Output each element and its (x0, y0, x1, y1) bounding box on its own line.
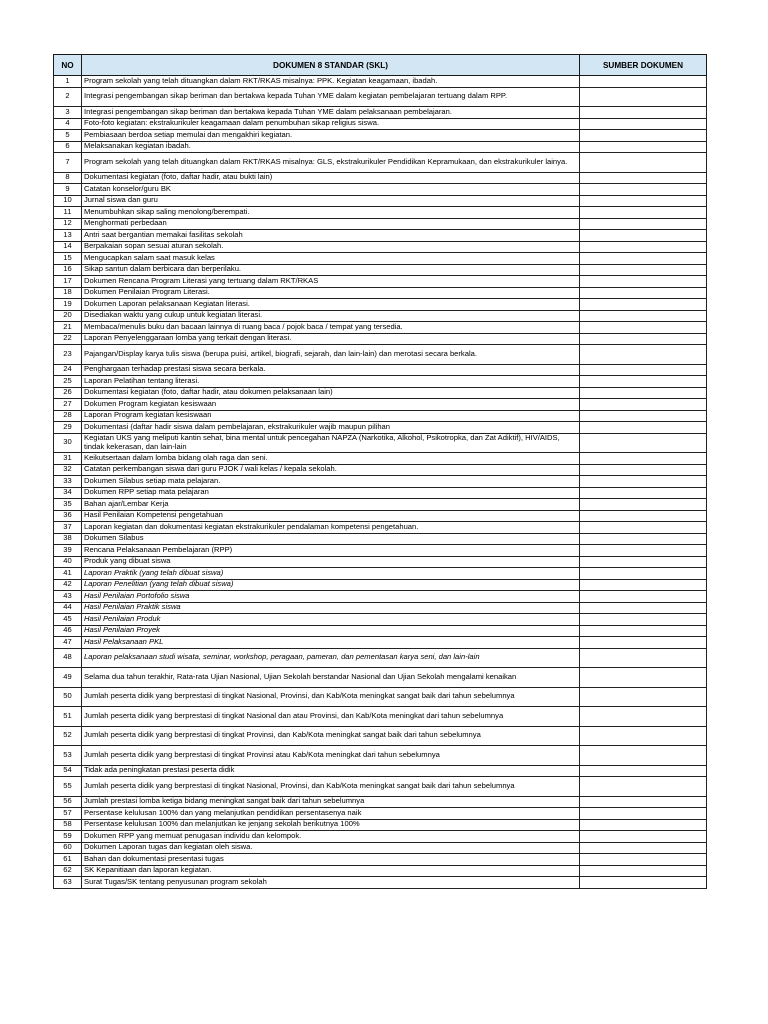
document-description: Hasil Penilaian Portofolio siswa (82, 591, 580, 603)
source-document-cell (580, 253, 707, 265)
source-document-cell (580, 76, 707, 88)
table-row (54, 865, 707, 877)
source-document-cell (580, 141, 707, 153)
row-number: 47 (54, 637, 82, 649)
document-description: Dokumen Rencana Program Literasi yang tertuang dalam RKT/RKAS (82, 276, 580, 288)
document-description: Bahan dan dokumentasi presentasi tugas (82, 854, 580, 866)
document-description: Laporan Praktik (yang telah dibuat siswa) (82, 568, 580, 580)
row-number: 52 (54, 726, 82, 746)
row-number: 54 (54, 765, 82, 777)
document-description: Laporan kegiatan dan dokumentasi kegiatan ekstrakurikuler pendalaman kompetensi pengetahuan. (82, 522, 580, 534)
document-description: Produk yang dibuat siswa (82, 556, 580, 568)
document-description: Integrasi pengembangan sikap beriman dan bertakwa kepada Tuhan YME dalam kegiatan pembelajaran tertuang dalam RPP. (82, 87, 580, 107)
row-number: 48 (54, 648, 82, 668)
document-description: Dokumen Program kegiatan kesiswaan (82, 399, 580, 411)
source-document-cell (580, 625, 707, 637)
document-description: Rencana Pelaksanaan Pembelajaran (RPP) (82, 545, 580, 557)
row-number: 44 (54, 602, 82, 614)
table-row (54, 264, 707, 276)
table-row (54, 422, 707, 434)
row-number: 41 (54, 568, 82, 580)
row-number: 11 (54, 207, 82, 219)
row-number: 62 (54, 865, 82, 877)
source-document-cell (580, 579, 707, 591)
table-row (54, 556, 707, 568)
document-description: Keikutsertaan dalam lomba bidang olah raga dan seni. (82, 453, 580, 465)
row-number: 12 (54, 218, 82, 230)
table-row (54, 76, 707, 88)
table-row (54, 299, 707, 311)
document-description: Membaca/menulis buku dan bacaan lainnya di ruang baca / pojok baca / tempat yang tersedia. (82, 322, 580, 334)
row-number: 33 (54, 476, 82, 488)
table-row (54, 487, 707, 499)
row-number: 24 (54, 364, 82, 376)
source-document-cell (580, 637, 707, 649)
header-row (54, 55, 707, 76)
source-document-cell (580, 264, 707, 276)
document-description: Berpakaian sopan sesuai aturan sekolah. (82, 241, 580, 253)
row-number: 26 (54, 387, 82, 399)
source-document-cell (580, 726, 707, 746)
row-number: 2 (54, 87, 82, 107)
row-number: 39 (54, 545, 82, 557)
document-description: Sikap santun dalam berbicara dan berperilaku. (82, 264, 580, 276)
row-number: 19 (54, 299, 82, 311)
document-description: Laporan pelaksanaan studi wisata, seminar, workshop, peragaan, pameran, dan pementasan karya seni, dan lain-lain (82, 648, 580, 668)
source-document-cell (580, 422, 707, 434)
document-description: Menghormati perbedaan (82, 218, 580, 230)
row-number: 45 (54, 614, 82, 626)
row-number: 7 (54, 153, 82, 173)
table-row (54, 453, 707, 465)
document-description: Foto-foto kegiatan: ekstrakurikuler keagamaan dalam penumbuhan sikap religius siswa. (82, 118, 580, 130)
table-row (54, 287, 707, 299)
table-row (54, 648, 707, 668)
document-description: Persentase kelulusan 100% dan yang melanjutkan pendidikan persentasenya naik (82, 808, 580, 820)
source-document-cell (580, 510, 707, 522)
row-number: 46 (54, 625, 82, 637)
document-description: Persentase kelulusan 100% dan melanjutkan ke jenjang sekolah berikutnya 100% (82, 819, 580, 831)
table-row (54, 195, 707, 207)
row-number: 57 (54, 808, 82, 820)
header-no: NO (54, 55, 82, 76)
table-row (54, 602, 707, 614)
source-document-cell (580, 299, 707, 311)
table-row (54, 172, 707, 184)
table-row (54, 545, 707, 557)
table-row (54, 499, 707, 511)
source-document-cell (580, 556, 707, 568)
table-row (54, 877, 707, 889)
source-document-cell (580, 195, 707, 207)
document-table (53, 54, 707, 889)
table-row (54, 130, 707, 142)
row-number: 50 (54, 687, 82, 707)
source-document-cell (580, 487, 707, 499)
document-description: Hasil Penilaian Proyek (82, 625, 580, 637)
table-row (54, 399, 707, 411)
row-number: 3 (54, 107, 82, 119)
source-document-cell (580, 218, 707, 230)
document-description: Surat Tugas/SK tentang penyusunan program sekolah (82, 877, 580, 889)
table-row (54, 230, 707, 242)
table-row (54, 568, 707, 580)
table-row (54, 831, 707, 843)
row-number: 6 (54, 141, 82, 153)
row-number: 32 (54, 464, 82, 476)
row-number: 55 (54, 777, 82, 797)
source-document-cell (580, 433, 707, 453)
table-row (54, 276, 707, 288)
row-number: 23 (54, 345, 82, 365)
source-document-cell (580, 842, 707, 854)
row-number: 13 (54, 230, 82, 242)
row-number: 22 (54, 333, 82, 345)
row-number: 9 (54, 184, 82, 196)
source-document-cell (580, 287, 707, 299)
header-source: SUMBER DOKUMEN (580, 55, 707, 76)
row-number: 38 (54, 533, 82, 545)
source-document-cell (580, 877, 707, 889)
table-row (54, 107, 707, 119)
table-row (54, 433, 707, 453)
source-document-cell (580, 87, 707, 107)
document-description: Dokumen Penilaian Program Literasi. (82, 287, 580, 299)
source-document-cell (580, 322, 707, 334)
document-description: Laporan Pelatihan tentang literasi. (82, 376, 580, 388)
table-row (54, 184, 707, 196)
row-number: 58 (54, 819, 82, 831)
row-number: 27 (54, 399, 82, 411)
table-row (54, 464, 707, 476)
document-description: Hasil Penilaian Praktik siswa (82, 602, 580, 614)
document-description: Antri saat bergantian memakai fasilitas sekolah (82, 230, 580, 242)
table-row (54, 153, 707, 173)
row-number: 63 (54, 877, 82, 889)
source-document-cell (580, 172, 707, 184)
source-document-cell (580, 648, 707, 668)
row-number: 53 (54, 746, 82, 766)
source-document-cell (580, 276, 707, 288)
table-row (54, 591, 707, 603)
document-description: Jumlah prestasi lomba ketiga bidang meningkat sangat baik dari tahun sebelumnya (82, 796, 580, 808)
document-description: Laporan Penelitian (yang telah dibuat siswa) (82, 579, 580, 591)
source-document-cell (580, 746, 707, 766)
row-number: 43 (54, 591, 82, 603)
row-number: 8 (54, 172, 82, 184)
row-number: 14 (54, 241, 82, 253)
table-row (54, 637, 707, 649)
source-document-cell (580, 545, 707, 557)
document-description: Jumlah peserta didik yang berprestasi di tingkat Nasional dan atau Provinsi, dan Kab/Kota meningkat dari tahun sebelumnya (82, 707, 580, 727)
row-number: 17 (54, 276, 82, 288)
table-row (54, 253, 707, 265)
source-document-cell (580, 410, 707, 422)
row-number: 36 (54, 510, 82, 522)
document-description: Integrasi pengembangan sikap beriman dan bertakwa kepada Tuhan YME dalam pelaksanaan pembelajaran. (82, 107, 580, 119)
row-number: 40 (54, 556, 82, 568)
source-document-cell (580, 602, 707, 614)
row-number: 15 (54, 253, 82, 265)
row-number: 30 (54, 433, 82, 453)
source-document-cell (580, 130, 707, 142)
document-description: Dokumen Laporan tugas dan kegiatan oleh siswa. (82, 842, 580, 854)
source-document-cell (580, 453, 707, 465)
document-description: Dokumentasi kegiatan (foto, daftar hadir, atau dokumen pelaksanaan lain) (82, 387, 580, 399)
table-row (54, 819, 707, 831)
source-document-cell (580, 499, 707, 511)
row-number: 21 (54, 322, 82, 334)
source-document-cell (580, 476, 707, 488)
row-number: 31 (54, 453, 82, 465)
table-row (54, 345, 707, 365)
source-document-cell (580, 687, 707, 707)
source-document-cell (580, 568, 707, 580)
source-document-cell (580, 387, 707, 399)
table-row (54, 207, 707, 219)
source-document-cell (580, 854, 707, 866)
document-description: Jurnal siswa dan guru (82, 195, 580, 207)
source-document-cell (580, 591, 707, 603)
document-description: Dokumentasi (daftar hadir siswa dalam pembelajaran, ekstrakurikuler wajib maupun pilihan (82, 422, 580, 434)
table-row (54, 579, 707, 591)
table-row (54, 533, 707, 545)
document-description: Dokumen Silabus (82, 533, 580, 545)
document-description: Program sekolah yang telah dituangkan dalam RKT/RKAS misalnya: PPK. Kegiatan keagamaan, ibadah. (82, 76, 580, 88)
document-description: Selama dua tahun terakhir, Rata-rata Ujian Nasional, Ujian Sekolah berstandar Nasional dan Ujian Sekolah mengalami kenaikan (82, 668, 580, 688)
source-document-cell (580, 668, 707, 688)
document-description: Pembiasaan berdoa setiap memulai dan mengakhiri kegiatan. (82, 130, 580, 142)
table-row (54, 387, 707, 399)
row-number: 59 (54, 831, 82, 843)
row-number: 29 (54, 422, 82, 434)
table-row (54, 808, 707, 820)
table-row (54, 746, 707, 766)
document-description: Hasil Penilaian Produk (82, 614, 580, 626)
row-number: 1 (54, 76, 82, 88)
source-document-cell (580, 707, 707, 727)
source-document-cell (580, 118, 707, 130)
document-description: Catatan perkembangan siswa dari guru PJOK / wali kelas / kepala sekolah. (82, 464, 580, 476)
document-description: Dokumen RPP setiap mata pelajaran (82, 487, 580, 499)
document-description: Jumlah peserta didik yang berprestasi di tingkat Provinsi atau Kab/Kota meningkat dari tahun sebelumnya (82, 746, 580, 766)
table-row (54, 141, 707, 153)
row-number: 34 (54, 487, 82, 499)
row-number: 49 (54, 668, 82, 688)
table-row (54, 522, 707, 534)
row-number: 18 (54, 287, 82, 299)
document-description: Hasil Penilaian Kompetensi pengetahuan (82, 510, 580, 522)
row-number: 10 (54, 195, 82, 207)
row-number: 20 (54, 310, 82, 322)
document-description: Tidak ada peningkatan prestasi peserta didik (82, 765, 580, 777)
document-description: Melaksanakan kegiatan ibadah. (82, 141, 580, 153)
source-document-cell (580, 796, 707, 808)
document-description: Pajangan/Display karya tulis siswa (berupa puisi, artikel, biografi, sejarah, dan lain-lain) dan merotasi secara berkala. (82, 345, 580, 365)
source-document-cell (580, 831, 707, 843)
table-row (54, 687, 707, 707)
document-description: Hasil Pelaksanaan PKL (82, 637, 580, 649)
table-row (54, 376, 707, 388)
row-number: 4 (54, 118, 82, 130)
row-number: 61 (54, 854, 82, 866)
table-row (54, 796, 707, 808)
document-description: Laporan Program kegiatan kesiswaan (82, 410, 580, 422)
table-row (54, 842, 707, 854)
table-row (54, 668, 707, 688)
document-description: Laporan Penyelenggaraan lomba yang terkait dengan literasi. (82, 333, 580, 345)
source-document-cell (580, 345, 707, 365)
table-row (54, 364, 707, 376)
table-row (54, 310, 707, 322)
table-row (54, 707, 707, 727)
document-description: Menumbuhkan sikap saling menolong/berempati. (82, 207, 580, 219)
table-row (54, 614, 707, 626)
source-document-cell (580, 765, 707, 777)
source-document-cell (580, 107, 707, 119)
source-document-cell (580, 399, 707, 411)
document-description: Program sekolah yang telah dituangkan dalam RKT/RKAS misalnya: GLS, ekstrakurikuler Pendidikan Kepramukaan, dan ekstrakurikuler lainya. (82, 153, 580, 173)
document-description: Penghargaan terhadap prestasi siswa secara berkala. (82, 364, 580, 376)
row-number: 42 (54, 579, 82, 591)
source-document-cell (580, 865, 707, 877)
source-document-cell (580, 241, 707, 253)
document-description: Dokumen Silabus setiap mata pelajaran. (82, 476, 580, 488)
document-description: SK Kepanitiaan dan laporan kegiatan. (82, 865, 580, 877)
table-row (54, 218, 707, 230)
row-number: 51 (54, 707, 82, 727)
table-row (54, 410, 707, 422)
table-row (54, 118, 707, 130)
source-document-cell (580, 333, 707, 345)
document-description: Dokumen Laporan pelaksanaan Kegiatan literasi. (82, 299, 580, 311)
row-number: 37 (54, 522, 82, 534)
table-row (54, 241, 707, 253)
document-description: Dokumentasi kegiatan (foto, daftar hadir, atau bukti lain) (82, 172, 580, 184)
document-description: Jumlah peserta didik yang berprestasi di tingkat Provinsi, dan Kab/Kota meningkat sangat baik dari tahun sebelumnya (82, 726, 580, 746)
source-document-cell (580, 310, 707, 322)
document-description: Catatan konselor/guru BK (82, 184, 580, 196)
table-row (54, 625, 707, 637)
document-description: Mengucapkan salam saat masuk kelas (82, 253, 580, 265)
table-row (54, 854, 707, 866)
row-number: 60 (54, 842, 82, 854)
document-description: Disediakan waktu yang cukup untuk kegiatan literasi. (82, 310, 580, 322)
source-document-cell (580, 376, 707, 388)
source-document-cell (580, 207, 707, 219)
table-row (54, 322, 707, 334)
document-description: Jumlah peserta didik yang berprestasi di tingkat Nasional, Provinsi, dan Kab/Kota meningkat sangat baik dari tahun sebelumnya (82, 777, 580, 797)
source-document-cell (580, 184, 707, 196)
source-document-cell (580, 522, 707, 534)
row-number: 5 (54, 130, 82, 142)
table-row (54, 476, 707, 488)
row-number: 25 (54, 376, 82, 388)
document-description: Bahan ajar/Lembar Kerja (82, 499, 580, 511)
source-document-cell (580, 808, 707, 820)
source-document-cell (580, 230, 707, 242)
source-document-cell (580, 777, 707, 797)
source-document-cell (580, 464, 707, 476)
table-row (54, 726, 707, 746)
source-document-cell (580, 614, 707, 626)
source-document-cell (580, 819, 707, 831)
row-number: 16 (54, 264, 82, 276)
table-row (54, 333, 707, 345)
table-row (54, 777, 707, 797)
table-row (54, 765, 707, 777)
header-document: DOKUMEN 8 STANDAR (SKL) (82, 55, 580, 76)
source-document-cell (580, 153, 707, 173)
source-document-cell (580, 364, 707, 376)
row-number: 35 (54, 499, 82, 511)
table-row (54, 510, 707, 522)
row-number: 56 (54, 796, 82, 808)
document-description: Jumlah peserta didik yang berprestasi di tingkat Nasional, Provinsi, dan Kab/Kota meningkat sangat baik dari tahun sebelumnya (82, 687, 580, 707)
source-document-cell (580, 533, 707, 545)
row-number: 28 (54, 410, 82, 422)
document-description: Kegiatan UKS yang meliputi kantin sehat, bina mental untuk pencegahan NAPZA (Narkotika, Alkohol, Psikotropka, dan Zat Adiktif), HIV/AIDS, tindak kekerasan, dan lain-lain (82, 433, 580, 453)
table-row (54, 87, 707, 107)
document-description: Dokumen RPP yang memuat penugasan individu dan kelompok. (82, 831, 580, 843)
